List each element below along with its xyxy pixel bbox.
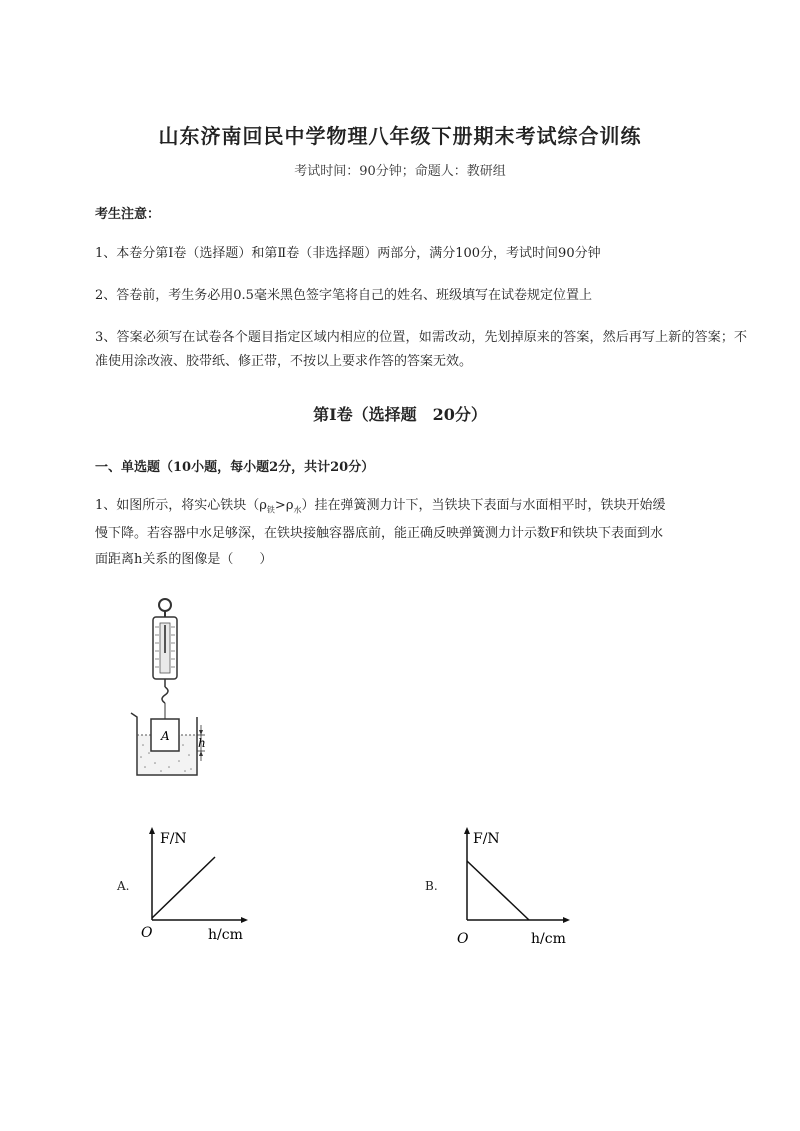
option-b-x-axis: h/cm (531, 931, 566, 947)
q1-gt: >ρ (274, 498, 294, 513)
question-1-line-3: 面距离h关系的图像是（ ） (95, 552, 273, 567)
question-1-line-2: 慢下降。若容器中水足够深，在铁块接触容器底前，能正确反映弹簧测力计示数F和铁块下表面到水 (95, 526, 664, 541)
q1-sub-iron: 铁 (266, 505, 275, 515)
option-b-origin: O (457, 931, 469, 947)
spring-scale-figure (125, 595, 225, 785)
option-a-origin: O (141, 925, 153, 941)
block-label: A (161, 729, 170, 743)
notice-item-2: 2、答卷前，考生务必用0.5毫米黑色签字笔将自己的姓名、班级填写在试卷规定位置上 (95, 288, 592, 303)
option-b-y-axis: F/N (473, 831, 500, 847)
notice-item-1: 1、本卷分第I卷（选择题）和第Ⅱ卷（非选择题）两部分，满分100分，考试时间90分钟 (95, 246, 601, 261)
option-b-graph (455, 825, 580, 950)
section-title: 第I卷（选择题 20分） (313, 405, 487, 424)
q1-text-b: ）挂在弹簧测力计下，当铁块下表面与水面相平时，铁块开始缓 (301, 498, 666, 513)
exam-info: 考试时间：90分钟；命题人：教研组 (294, 164, 506, 179)
option-b-line (467, 861, 529, 920)
option-a-line (152, 857, 215, 918)
option-a-y-axis: F/N (160, 831, 187, 847)
part-heading: 一、单选题（10小题，每小题2分，共计20分） (95, 460, 375, 475)
option-a-graph (140, 825, 260, 950)
option-a-x-axis: h/cm (208, 927, 243, 943)
q1-sub-water: 水 (293, 505, 302, 515)
option-b-label: B. (425, 879, 438, 893)
notice-heading: 考生注意： (95, 207, 161, 222)
page-title: 山东济南回民中学物理八年级下册期末考试综合训练 (158, 124, 642, 148)
notice-item-3: 3、答案必须写在试卷各个题目指定区域内相应的位置，如需改动，先划掉原来的答案，然后再写上新的答案；不准使用涂改液、胶带纸、修正带，不按以上要求作答的答案无效。 (95, 330, 747, 369)
question-1-line-1 (95, 494, 665, 523)
option-a-label: A. (117, 879, 130, 893)
q1-text-a: 1、如图所示，将实心铁块（ρ (95, 498, 267, 513)
h-label: h (198, 736, 206, 750)
